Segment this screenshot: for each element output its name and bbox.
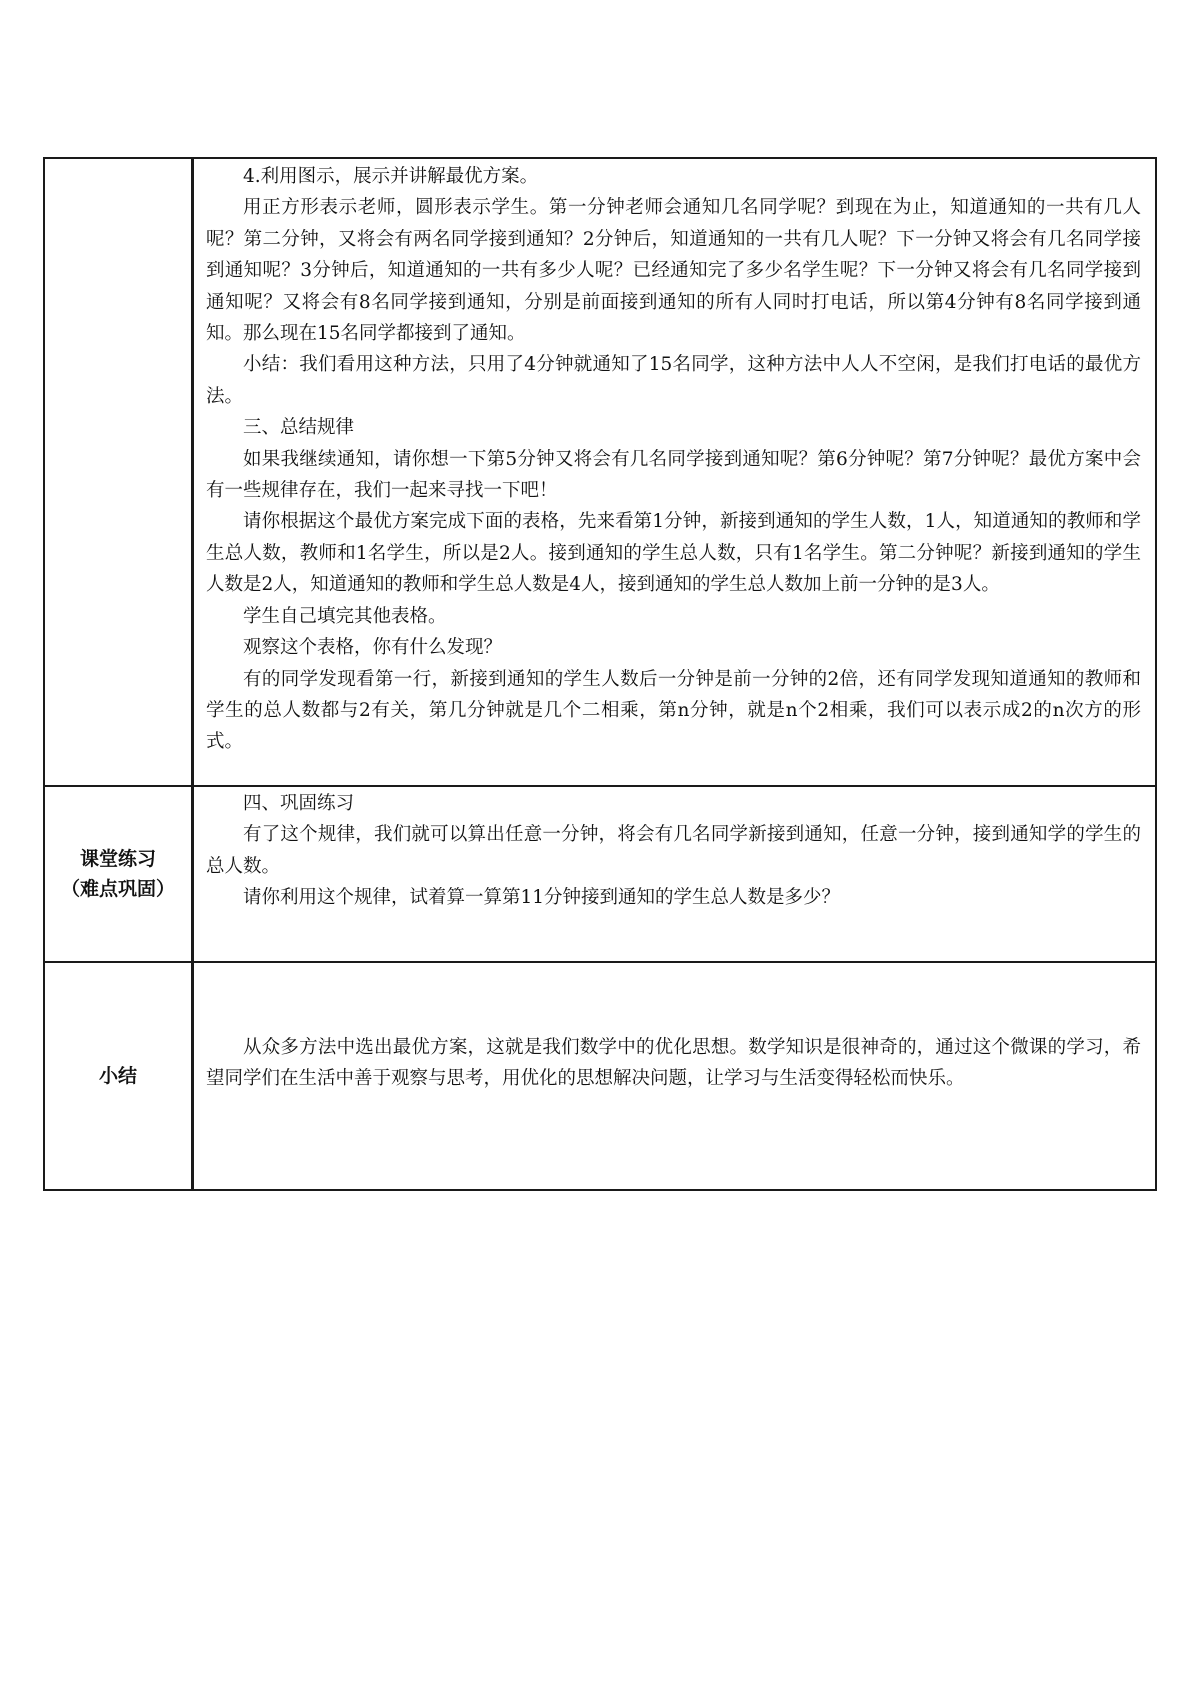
- paragraph: 小结：我们看用这种方法，只用了4分钟就通知了15名同学，这种方法中人人不空闲，是我们打电话的最优方法。: [206, 354, 1141, 407]
- table-row-practice: [44, 786, 1156, 962]
- row-label-line: 小结: [98, 1065, 137, 1087]
- row-label-summary: [44, 962, 193, 1190]
- table-row-summary: [44, 962, 1156, 1190]
- section-heading: 三、总结规律: [243, 417, 355, 439]
- paragraph: 请你利用这个规律，试着算一算第11分钟接到通知的学生总人数是多少？: [243, 887, 841, 909]
- paragraph: 请你根据这个最优方案完成下面的表格，先来看第1分钟，新接到通知的学生人数，1人，知道通知的教师和学生总人数，教师和1名学生，所以是2人。接到通知的学生总人数，只有1名学生。第二分钟呢？新接到通知的学生人数是2人，知道通知的教师和学生总人数是4人，接到通知的学生总人数加上前一分钟的是3人。: [206, 511, 1141, 596]
- section-heading: 四、巩固练习: [243, 793, 355, 814]
- paragraph: 4.利用图示，展示并讲解最优方案。: [243, 166, 539, 187]
- paragraph: 从众多方法中选出最优方案，这就是我们数学中的优化思想。数学知识是很神奇的，通过这个微课的学习，希望同学们在生活中善于观察与思考，用优化的思想解决问题，让学习与生活变得轻松而快乐。: [206, 1036, 1141, 1089]
- paragraph: 学生自己填完其他表格。: [243, 605, 447, 627]
- table-row-method-explanation: [44, 158, 1156, 786]
- paragraph: 如果我继续通知，请你想一下第5分钟又将会有几名同学接到通知呢？第6分钟呢？第7分钟呢？最优方案中会有一些规律存在，我们一起来寻找一下吧！: [206, 448, 1141, 502]
- row-content-method-explanation: [193, 158, 1157, 786]
- row-content-practice: [193, 786, 1157, 962]
- row-label-line: 课堂练习: [79, 848, 156, 870]
- paragraph: 有了这个规律，我们就可以算出任意一分钟，将会有几名同学新接到通知，任意一分钟，接到通知学的学生的总人数。: [206, 824, 1141, 877]
- row-label-line: （难点巩固）: [60, 878, 175, 900]
- paragraph: 用正方形表示老师，圆形表示学生。第一分钟老师会通知几名同学呢？到现在为止，知道通知的一共有几人呢？第二分钟，又将会有两名同学接到通知？2分钟后，知道通知的一共有几人呢？下一分钟又将会有几名同学接到通知呢？3分钟后，知道通知的一共有多少人呢？已经通知完了多少名学生呢？下一分钟又将会有几名同学接到通知呢？又将会有8名同学接到通知，分别是前面接到通知的所有人同时打电话，所以第4分钟有8名同学接到通知。那么现在15名同学都接到了通知。: [206, 197, 1141, 345]
- row-label-practice: [44, 786, 193, 962]
- lesson-plan-table: [43, 157, 1157, 1191]
- row-content-summary: [193, 962, 1157, 1190]
- paragraph: 观察这个表格，你有什么发现？: [243, 637, 503, 659]
- paragraph: 有的同学发现看第一行，新接到通知的学生人数后一分钟是前一分钟的2倍，还有同学发现知道通知的教师和学生的总人数都与2有关，第几分钟就是几个二相乘，第n分钟，就是n个2相乘，我们可以表示成2的n次方的形式。: [206, 668, 1141, 753]
- row-label-empty: [44, 158, 193, 786]
